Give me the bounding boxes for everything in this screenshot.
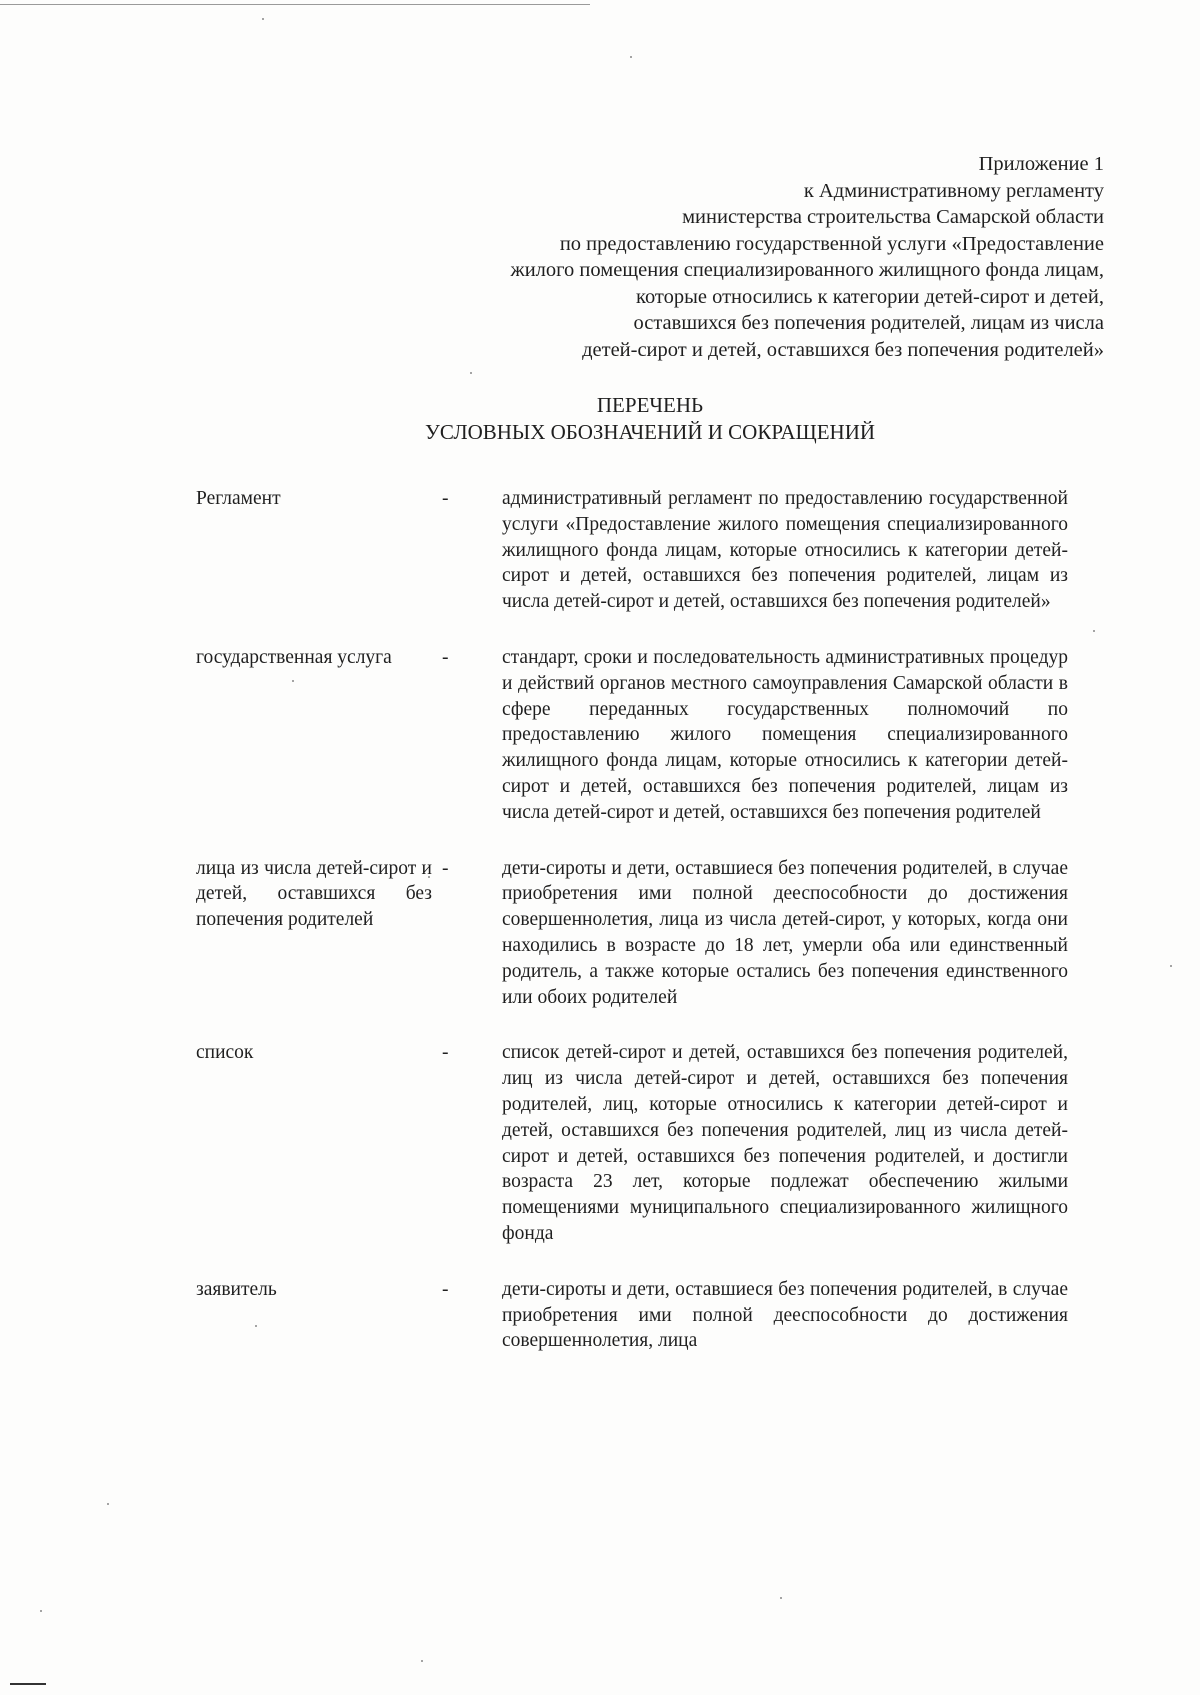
entry-term: Регламент: [196, 488, 281, 509]
appendix-header-line: Приложение 1: [978, 153, 1104, 175]
abbreviations-list: [196, 486, 1066, 1354]
entry-definition: стандарт, сроки и последовательность административных процедур и действий органов местного самоуправления Самарской области в сфере переданных государственных полномочий по предоставлению жилого помещения специализированного жилищного фонда лицам, которые относились к категории детей-сирот и детей, оставшихся без попечения родителей, лицам из числа детей-сирот и детей, оставшихся без попечения родителей: [502, 646, 1068, 823]
list-item: [196, 856, 1066, 1011]
entry-term: заявитель: [196, 1278, 277, 1300]
appendix-header-line: оставшихся без попечения родителей, лицам из числа: [633, 312, 1104, 334]
appendix-header-line: детей-сирот и детей, оставшихся без попечения родителей»: [582, 338, 1104, 361]
scan-speck: [107, 1503, 109, 1505]
entry-term: лица из числа детей-сирот и детей, оставшихся без попечения родителей: [196, 857, 432, 931]
list-item: [196, 1277, 1066, 1354]
entry-definition: дети-сироты и дети, оставшиеся без попечения родителей, в случае приобретения ими полной дееспособности до достижения совершеннолетия, лица: [502, 1278, 1068, 1352]
list-item: [196, 645, 1066, 826]
entry-term: список: [196, 1042, 254, 1064]
title-line-1: ПЕРЕЧЕНЬ: [596, 393, 704, 417]
scan-speck: [1093, 630, 1095, 632]
appendix-header-line: министерства строительства Самарской области: [682, 206, 1104, 228]
entry-definition: список детей-сирот и детей, оставшихся без попечения родителей, лиц из числа детей-сирот и детей, оставшихся без попечения родителей, лиц, которые относились к категории детей-сирот и детей, оставшихся без попечения родителей, лиц из числа детей-сирот и детей, оставшихся без попечения родителей, и достигли возраста 23 лет, которые подлежат обеспечению жилыми помещениями муниципального специализированного жилищного фонда: [502, 1042, 1068, 1244]
scan-edge-mark: [10, 1683, 46, 1685]
entry-dash: -: [442, 1042, 449, 1064]
entry-dash: -: [442, 646, 449, 668]
scan-speck: [1170, 965, 1172, 967]
scan-speck: [630, 56, 632, 58]
appendix-header-line: по предоставлению государственной услуги «Предоставление: [559, 232, 1104, 255]
entry-definition: дети-сироты и дети, оставшиеся без попечения родителей, в случае приобретения ими полной дееспособности до достижения совершеннолетия, лица из числа детей-сирот, у которых, когда они находились в возрасте до 18 лет, умерли оба или единственный родитель, а также которые остались без попечения единственного или обоих родителей: [502, 857, 1068, 1008]
list-item: [196, 1040, 1066, 1246]
appendix-header-line: которые относились к категории детей-сирот и детей,: [636, 285, 1104, 308]
scan-speck: [262, 18, 264, 20]
appendix-header-line: к Административному регламенту: [803, 179, 1104, 202]
list-item: [196, 486, 1066, 615]
scan-speck: [470, 372, 472, 374]
appendix-header-line: жилого помещения специализированного жилищного фонда лицам,: [510, 259, 1104, 281]
title-line-2: УСЛОВНЫХ ОБОЗНАЧЕНИЙ И СОКРАЩЕНИЙ: [424, 420, 876, 444]
entry-definition: административный регламент по предоставлению государственной услуги «Предоставление жилого помещения специализированного жилищного фонда лицам, которые относились к категории детей-сирот и детей, оставшихся без попечения родителей, лицам из числа детей-сирот и детей, оставшихся без попечения родителей»: [502, 488, 1068, 613]
entry-dash: -: [442, 488, 449, 509]
entry-dash: -: [442, 1278, 449, 1300]
scan-edge-line: [0, 4, 590, 5]
entry-term: государственная услуга: [196, 646, 392, 668]
scan-speck: [421, 1660, 423, 1662]
scan-speck: [40, 1610, 42, 1612]
entry-dash: -: [442, 857, 449, 879]
appendix-header: [344, 151, 1104, 363]
document-title: [0, 392, 1200, 446]
scan-speck: [780, 1597, 782, 1599]
